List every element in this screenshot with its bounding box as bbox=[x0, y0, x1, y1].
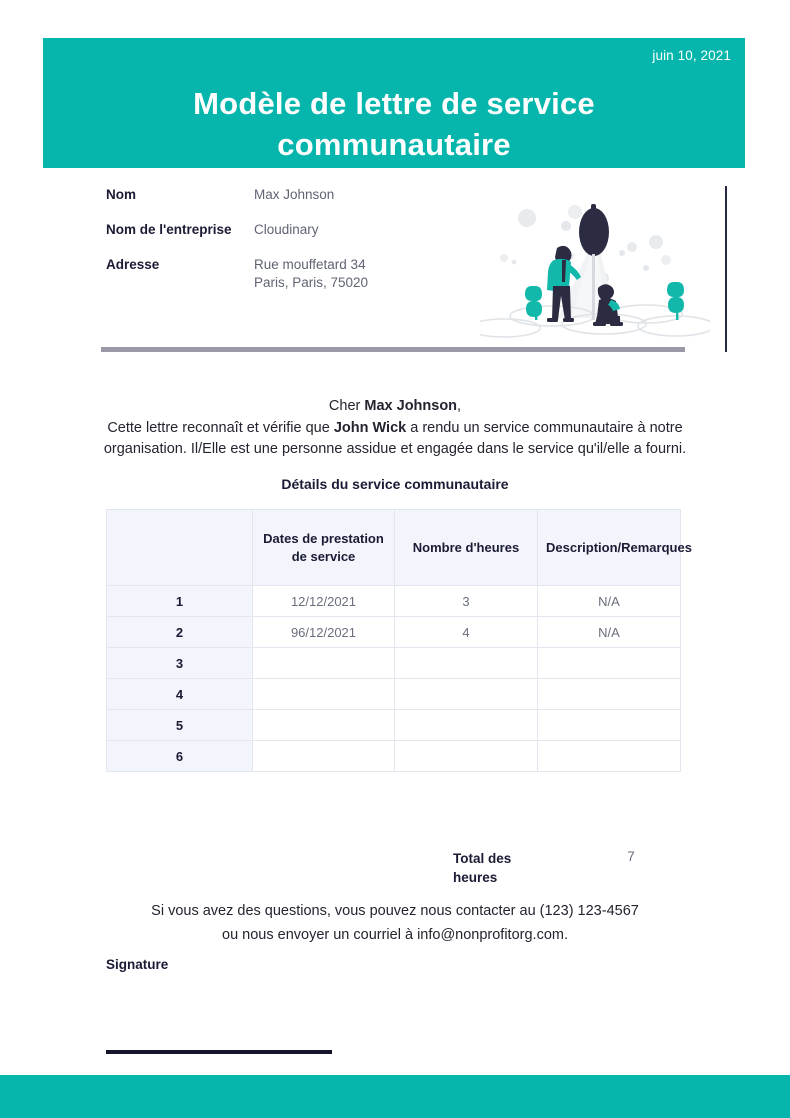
row-index: 2 bbox=[107, 617, 253, 648]
cell-hours[interactable] bbox=[395, 710, 538, 741]
cell-date[interactable]: 12/12/2021 bbox=[253, 586, 395, 617]
cell-description[interactable]: N/A bbox=[538, 586, 681, 617]
recipient-info-table bbox=[106, 186, 466, 309]
cell-hours[interactable]: 3 bbox=[395, 586, 538, 617]
row-index: 5 bbox=[107, 710, 253, 741]
cell-date[interactable] bbox=[253, 710, 395, 741]
service-details-title: Détails du service communautaire bbox=[281, 476, 509, 492]
row-index: 3 bbox=[107, 648, 253, 679]
info-label-entreprise: Nom de l'entreprise bbox=[106, 222, 232, 237]
cell-hours[interactable] bbox=[395, 648, 538, 679]
contact-line-2: ou nous envoyer un courriel à info@nonprofitorg.com. bbox=[222, 927, 568, 943]
body-part-1: Cette lettre reconnaît et vérifie que bbox=[107, 419, 334, 436]
column-header-dates: Dates de prestation de service bbox=[253, 510, 395, 586]
salutation bbox=[100, 396, 690, 418]
cell-date[interactable] bbox=[253, 679, 395, 710]
column-header-description: Description/Remarques bbox=[538, 510, 681, 586]
page-title: Modèle de lettre de service communautaire bbox=[193, 86, 595, 162]
people-searching-spotlight-icon bbox=[480, 190, 710, 342]
cell-hours[interactable]: 4 bbox=[395, 617, 538, 648]
footer-band bbox=[0, 1075, 790, 1118]
cell-hours[interactable] bbox=[395, 741, 538, 772]
info-label-adresse: Adresse bbox=[106, 257, 160, 272]
cell-description[interactable] bbox=[538, 648, 681, 679]
table-row bbox=[107, 710, 681, 741]
row-index: 4 bbox=[107, 679, 253, 710]
salutation-name: Max Johnson bbox=[364, 398, 458, 414]
signature-line[interactable] bbox=[106, 1050, 332, 1054]
service-details-table bbox=[106, 509, 692, 772]
info-label-nom: Nom bbox=[106, 187, 136, 202]
cell-description[interactable] bbox=[538, 710, 681, 741]
table-row bbox=[107, 648, 681, 679]
vertical-rule bbox=[725, 186, 727, 352]
header-date: juin 10, 2021 bbox=[652, 48, 731, 63]
letter-body bbox=[100, 396, 690, 461]
contact-line-1: Si vous avez des questions, vous pouvez nous contacter au (123) 123-4567 bbox=[151, 903, 639, 919]
column-header-hours: Nombre d'heures bbox=[395, 510, 538, 586]
info-value-adresse bbox=[254, 256, 368, 292]
info-value-nom: Max Johnson bbox=[254, 187, 335, 202]
info-row-entreprise bbox=[106, 221, 466, 239]
info-row-adresse bbox=[106, 256, 466, 292]
cell-date[interactable] bbox=[253, 648, 395, 679]
table-row bbox=[107, 617, 681, 648]
contact-info bbox=[100, 899, 690, 947]
table-row bbox=[107, 741, 681, 772]
info-row-nom bbox=[106, 186, 466, 204]
table-header-row bbox=[107, 510, 681, 586]
table-row bbox=[107, 586, 681, 617]
address-line-1: Rue mouffetard 34 bbox=[254, 257, 366, 272]
salutation-prefix: Cher bbox=[328, 398, 365, 414]
cell-description[interactable]: N/A bbox=[538, 617, 681, 648]
cell-date[interactable]: 96/12/2021 bbox=[253, 617, 395, 648]
total-hours-label: Total des heures bbox=[453, 851, 512, 885]
header-band bbox=[43, 38, 745, 168]
info-value-entreprise: Cloudinary bbox=[254, 222, 319, 237]
salutation-suffix: , bbox=[457, 398, 462, 414]
section-divider bbox=[101, 347, 685, 352]
column-header-index bbox=[107, 510, 253, 586]
row-index: 1 bbox=[107, 586, 253, 617]
body-part-2: a rendu un service communautaire à notre organisation. Il/Elle est une personne assidue et engagée dans le service qu'il/elle a fourni. bbox=[103, 419, 687, 457]
table-row bbox=[107, 679, 681, 710]
total-hours-value: 7 bbox=[627, 849, 635, 864]
address-line-2: Paris, Paris, 75020 bbox=[254, 275, 369, 290]
cell-description[interactable] bbox=[538, 741, 681, 772]
row-index: 6 bbox=[107, 741, 253, 772]
cell-description[interactable] bbox=[538, 679, 681, 710]
cell-hours[interactable] bbox=[395, 679, 538, 710]
body-volunteer-name: John Wick bbox=[333, 419, 407, 436]
cell-date[interactable] bbox=[253, 741, 395, 772]
signature-label: Signature bbox=[106, 957, 169, 972]
